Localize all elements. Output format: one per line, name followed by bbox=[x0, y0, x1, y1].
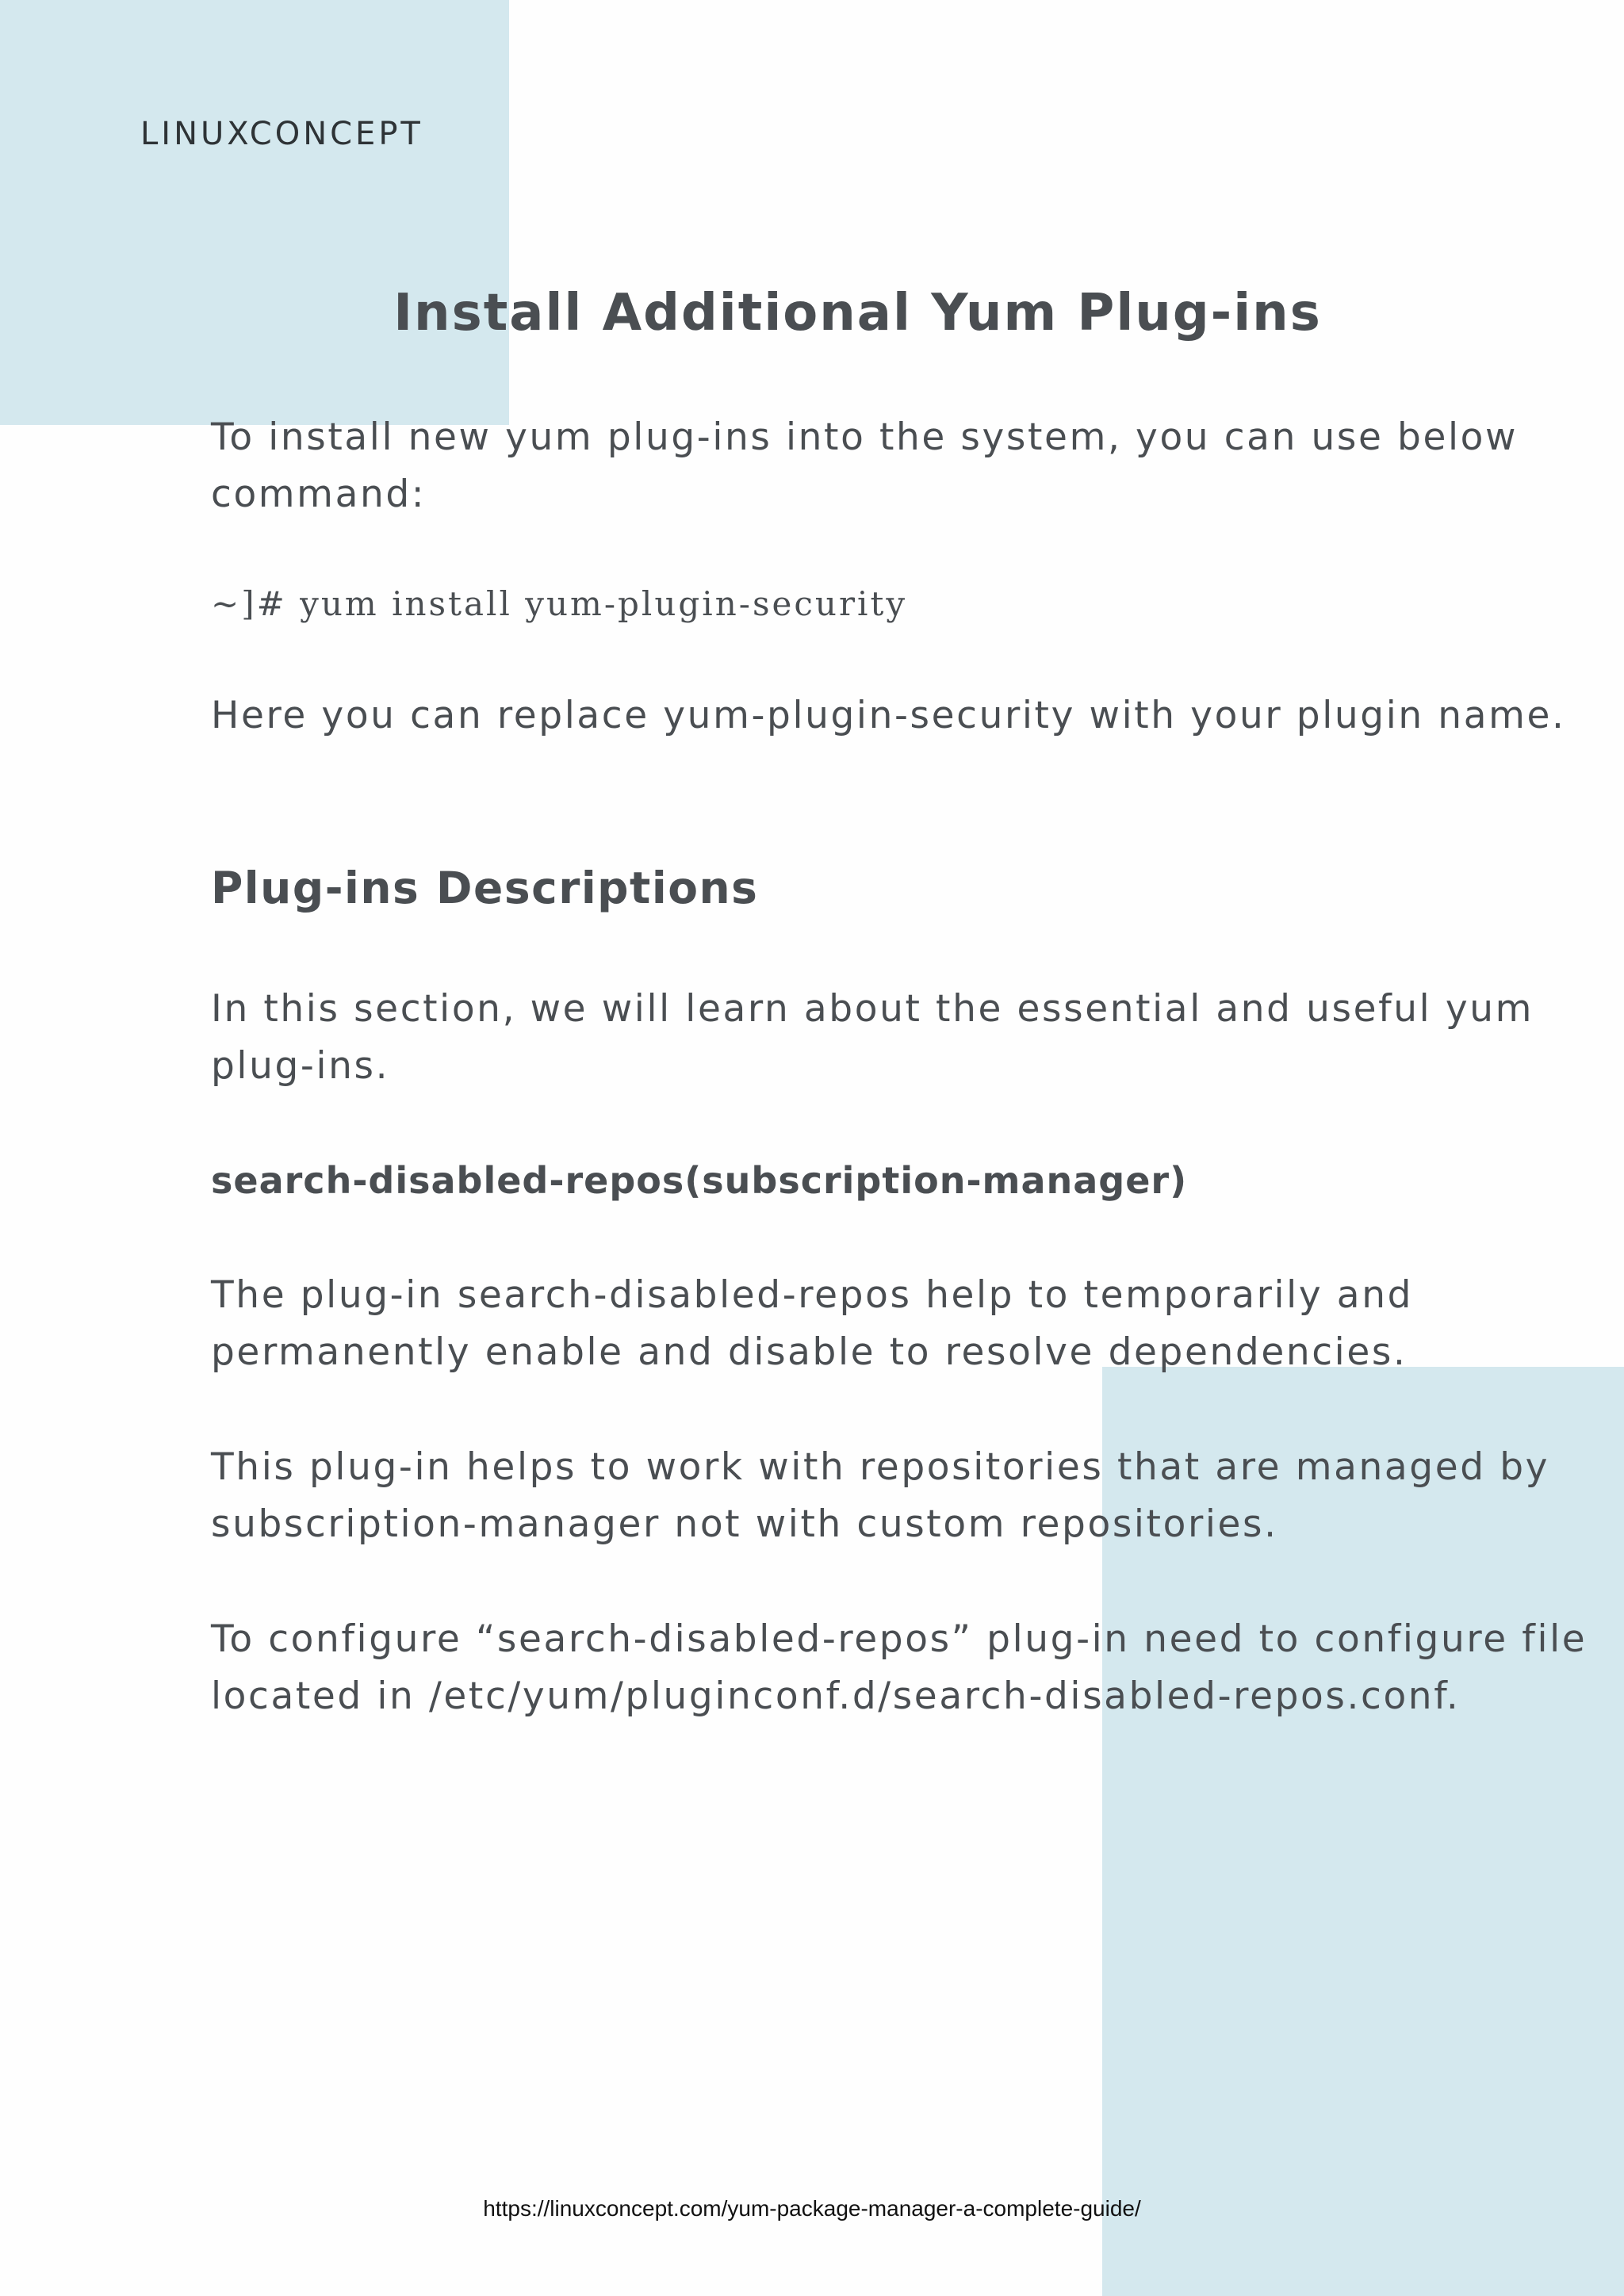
replace-note-paragraph: Here you can replace yum-plugin-security with your plugin name. bbox=[211, 694, 1566, 737]
brand-logo-text: LINUXCONCEPT bbox=[140, 116, 423, 152]
section-intro-paragraph: In this section, we will learn about the essential and useful yum plug-ins. bbox=[211, 987, 1534, 1088]
section-heading: Plug-ins Descriptions bbox=[211, 863, 759, 913]
footer-url: https://linuxconcept.com/yum-package-manager-a-complete-guide/ bbox=[483, 2196, 1141, 2221]
intro-paragraph: To install new yum plug-ins into the system, you can use below command: bbox=[211, 415, 1519, 516]
plugin-heading: search-disabled-repos(subscription-manager) bbox=[211, 1159, 1188, 1202]
plugin-description-3: To configure “search-disabled-repos” plug-in need to configure file located in /etc/yum/pluginconf.d/search-disabled-repos.conf. bbox=[211, 1617, 1588, 1718]
install-command: ~]# yum install yum-plugin-security bbox=[211, 584, 908, 623]
plugin-description-1: The plug-in search-disabled-repos help to temporarily and permanently enable and disable to resolve dependencies. bbox=[211, 1273, 1414, 1374]
plugin-description-2: This plug-in helps to work with repositories that are managed by subscription-manager not with custom repositories. bbox=[211, 1445, 1550, 1546]
page-title: Install Additional Yum Plug-ins bbox=[393, 284, 1322, 342]
decorative-panel-top-left bbox=[0, 0, 509, 425]
